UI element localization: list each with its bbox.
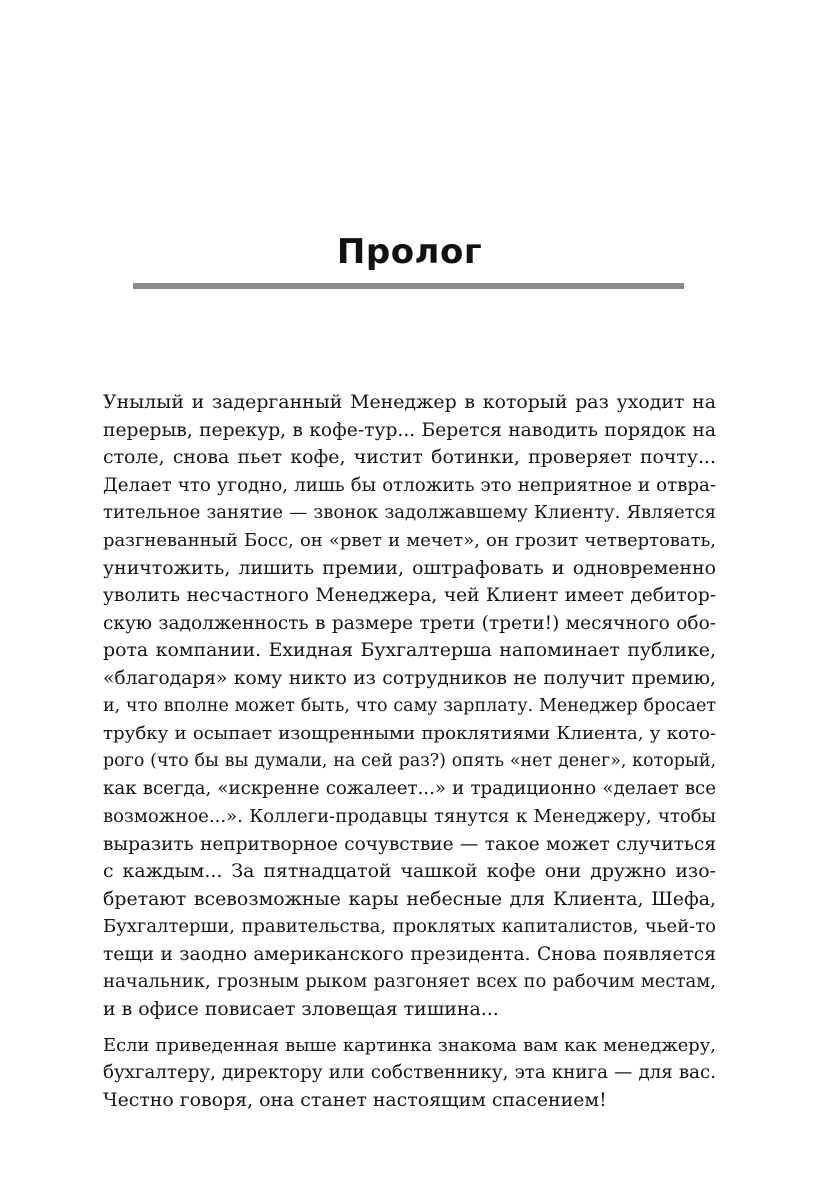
text-line: Честно говоря, она станет настоящим спасением! — [103, 1088, 607, 1111]
text-line: выразить непритворное сочувствие — такое может случиться — [103, 833, 716, 855]
text-line: Унылый и задерганный Менеджер в который раз уходит на — [103, 391, 716, 413]
title-rule — [133, 283, 684, 289]
text-line: и в офисе повисает зловещая тишина... — [103, 998, 499, 1021]
text-line: бухгалтеру, директору или собственнику, эта книга — для вас. — [103, 1062, 716, 1084]
text-line: с каждым... За пятнадцатой чашкой кофе они дружно изо- — [103, 860, 716, 883]
text-line: рота компании. Ехидная Бухгалтерша напоминает публике, — [103, 639, 716, 662]
paragraph-1 — [103, 389, 716, 1024]
body-text — [103, 389, 716, 1114]
text-line: Делает что угодно, лишь бы отложить это неприятное и отвра- — [103, 474, 716, 496]
text-line: трубку и осыпает изощренными проклятиями Клиента, у кото- — [103, 723, 716, 745]
paragraph-spacer — [103, 1024, 716, 1032]
text-line: «благодаря» кому никто из сотрудников не получит премию, — [103, 667, 716, 689]
text-line: как всегда, «искренне сожалеет...» и традиционно «делает все — [103, 778, 716, 800]
text-line: столе, снова пьет кофе, чистит ботинки, проверяет почту... — [103, 446, 716, 469]
paragraph-2 — [103, 1032, 716, 1115]
text-line: разгневанный Босс, он «рвет и мечет», он грозит четвертовать, — [103, 529, 716, 551]
text-line: рого (что бы вы думали, на сей раз?) опять «нет денег», который, — [103, 750, 716, 771]
text-line: тительное занятие — звонок задолжавшему Клиенту. Является — [103, 502, 716, 524]
text-line: Если приведенная выше картинка знакома вам как менеджеру, — [103, 1034, 716, 1056]
text-line: перерыв, перекур, в кофе-тур... Берется наводить порядок на — [103, 419, 716, 441]
text-line: бретают всевозможные кары небесные для Клиента, Шефа, — [103, 887, 716, 910]
text-line: возможное...». Коллеги-продавцы тянутся к Менеджеру, чтобы — [103, 805, 716, 827]
text-line: начальник, грозным рыком разгоняет всех по рабочим местам, — [103, 971, 716, 993]
chapter-title: Пролог — [336, 232, 483, 272]
text-line: и, что вполне может быть, что саму зарплату. Менеджер бросает — [103, 695, 716, 716]
text-line: тещи и заодно американского президента. Снова появляется — [103, 943, 716, 965]
text-line: уничтожить, лишить премии, оштрафовать и одновременно — [103, 556, 716, 579]
text-line: Бухгалтерши, правительства, проклятых капиталистов, чьей-то — [103, 916, 716, 938]
text-line: скую задолженность в размере трети (трети!) месячного обо- — [103, 612, 716, 634]
text-line: уволить несчастного Менеджера, чей Клиент имеет дебитор- — [103, 585, 716, 607]
